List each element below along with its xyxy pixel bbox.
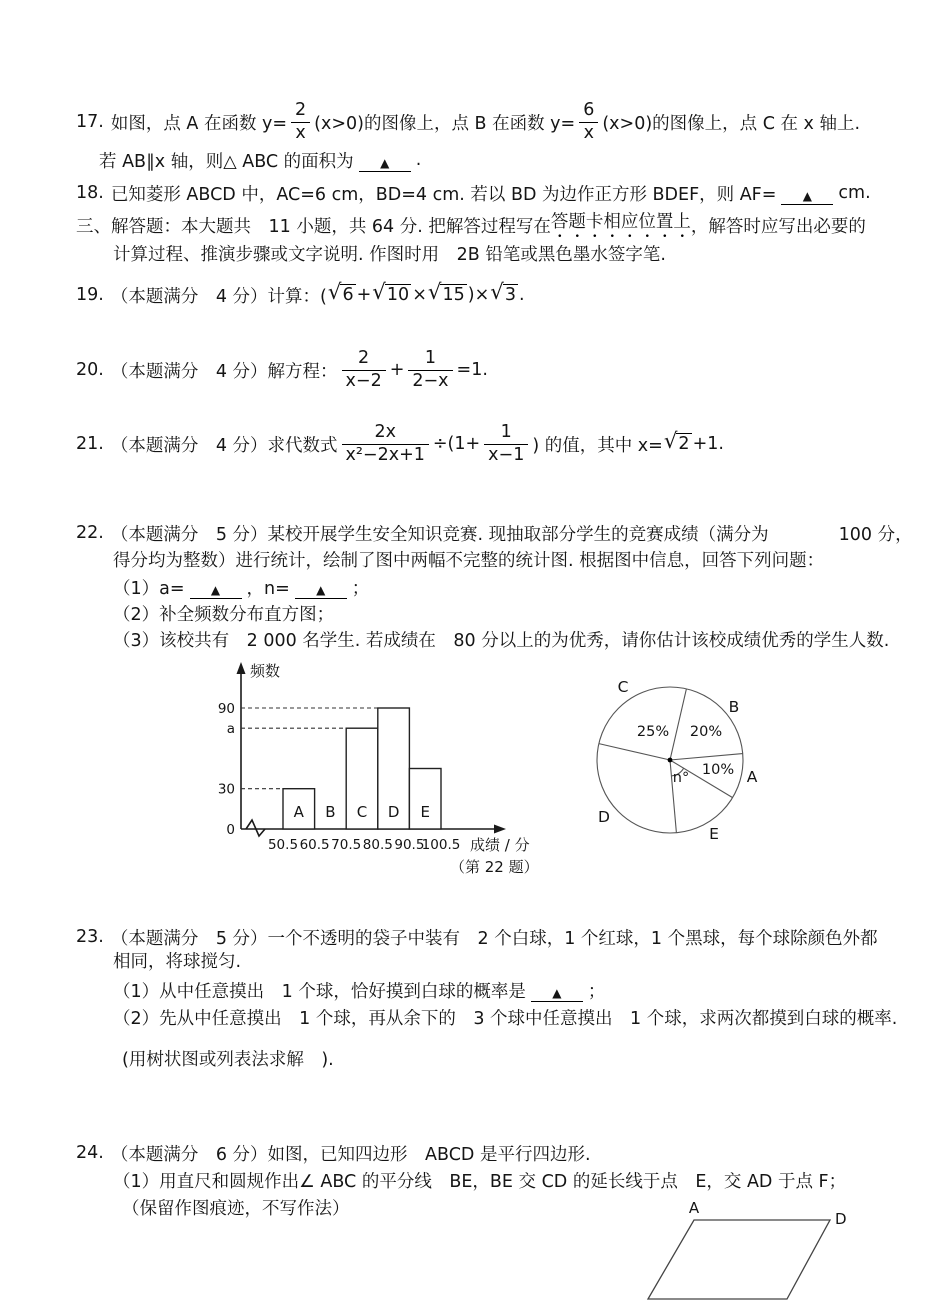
- x-axis-title: 成绩 / 分: [470, 836, 530, 854]
- plus-operator: +: [356, 285, 372, 305]
- numerator: 2: [342, 349, 386, 371]
- times-operator: ×: [412, 285, 427, 305]
- problem-22-part-3: [113, 627, 889, 651]
- fraction-2-over-x: [291, 101, 310, 143]
- pie-label-D: D: [598, 808, 610, 826]
- fraction-2x-over-quadratic: [342, 423, 429, 465]
- pie-label-C: C: [617, 678, 629, 696]
- x-tick-70-5: 70.5: [331, 837, 362, 853]
- parallelogram-outline: [648, 1220, 830, 1299]
- histogram-figure: [200, 660, 550, 885]
- radical-icon: √: [327, 279, 342, 305]
- problem-18-number: 18.: [76, 183, 104, 203]
- y-tick-30: 30: [217, 781, 235, 798]
- x-tick-60-5: 60.5: [299, 837, 330, 853]
- figure-caption: （第 22 题）: [450, 858, 539, 876]
- bar-label-D: D: [387, 803, 400, 821]
- problem-21-text-1: （本题满分 4 分）求代数式: [110, 435, 338, 456]
- pie-percent-B: 20%: [689, 724, 723, 740]
- problem-23-line-1: [76, 925, 878, 949]
- problem-17-number: 17.: [76, 112, 104, 132]
- radicand: 10: [386, 284, 410, 305]
- problem-17-text-1: 如图，点 A 在函数 y=: [110, 113, 288, 134]
- numerator: 2x: [342, 423, 429, 445]
- pie-center-dot: [668, 758, 673, 763]
- fraction-1-over-x-minus-1: [484, 423, 528, 465]
- vertex-label-A: A: [688, 1199, 700, 1217]
- problem-17-text-2: (x>0)的图像上，点 B 在函数 y=: [314, 113, 576, 134]
- problem-17-text-4: 若 AB∥x 轴，则△ ABC 的面积为: [99, 151, 354, 172]
- numerator: 6: [579, 101, 598, 123]
- section-3-header-line-2: [113, 241, 666, 265]
- problem-21-text-4: +1.: [692, 434, 724, 454]
- section-3-text-3: 计算过程、推演步骤或文字说明. 作图时用 2B 铅笔或黑色墨水签字笔.: [113, 244, 666, 265]
- pie-percent-C: 25%: [636, 724, 670, 740]
- problem-21-text-2: ÷(1+: [432, 434, 481, 454]
- fraction-2-over-x-minus-2: [342, 349, 386, 391]
- problem-19-text-1: （本题满分 4 分）计算：(: [110, 286, 327, 307]
- parallelogram-figure: [628, 1193, 858, 1301]
- radicand: 15: [442, 284, 465, 305]
- problem-19-text-3: .: [519, 285, 525, 305]
- fraction-1-over-2-minus-x: [408, 349, 452, 391]
- problem-18-text-2: cm.: [838, 183, 871, 203]
- answer-blank: ▲: [781, 190, 833, 205]
- pie-label-B: B: [728, 698, 740, 716]
- problem-23-part-1: [113, 978, 605, 1002]
- problem-17-line-2: [99, 148, 421, 172]
- problem-24-note: [122, 1195, 350, 1219]
- problem-22-part-2: [113, 601, 334, 625]
- problem-23-part-2: [113, 1005, 897, 1029]
- part-1-text-c: ；: [351, 578, 370, 599]
- problem-24-text-1: （本题满分 6 分）如图，已知四边形 ABCD 是平行四边形.: [110, 1144, 591, 1165]
- problem-23-text-1: （本题满分 5 分）一个不透明的袋子中装有 2 个白球，1 个红球，1 个黑球，每个球除颜色外都: [110, 928, 878, 949]
- problem-17-line-1: [76, 99, 860, 145]
- problem-23-number: 23.: [76, 927, 104, 947]
- denominator: x−1: [488, 444, 525, 465]
- bar-label-C: C: [356, 803, 368, 821]
- answer-blank: ▲: [531, 987, 583, 1002]
- y-axis-arrow-icon: [237, 662, 246, 674]
- problem-19-text-2: )×: [467, 285, 490, 305]
- problem-17-text-5: .: [415, 150, 422, 170]
- denominator: x−2: [345, 370, 382, 391]
- sqrt-3: [490, 279, 518, 307]
- radical-icon: √: [372, 279, 386, 305]
- problem-23-note: [122, 1046, 334, 1070]
- problem-20-line: [76, 346, 488, 394]
- pie-label-E: E: [709, 825, 719, 843]
- radical-icon: √: [427, 279, 442, 305]
- radical-icon: √: [490, 279, 504, 305]
- radicand: 3: [504, 284, 516, 305]
- part-2-text: （2）先从中任意摸出 1 个球，再从余下的 3 个球中任意摸出 1 个球，求两次都摸到白球的概率.: [113, 1008, 898, 1029]
- y-tick-0: 0: [226, 822, 235, 838]
- sqrt-15: [427, 279, 467, 307]
- problem-18-text-1: 已知菱形 ABCD 中，AC=6 cm，BD=4 cm. 若以 BD 为边作正方形 BDEF，则 AF=: [110, 184, 777, 205]
- problem-22-text-2: 得分均为整数）进行统计，绘制了图中两幅不完整的统计图. 根据图中信息，回答下列问题：: [113, 550, 825, 571]
- problem-21-text-3: ) 的值，其中 x=: [532, 435, 663, 456]
- answer-blank-n: ▲: [295, 584, 347, 599]
- pie-boundary-0: [670, 754, 743, 760]
- denominator: 2−x: [412, 370, 449, 391]
- problem-20-number: 20.: [76, 360, 104, 380]
- x-tick-90-5: 90.5: [394, 837, 425, 853]
- section-3-emphasized-text: 答题卡相应位置上: [550, 212, 691, 232]
- problem-22-number: 22.: [76, 523, 104, 543]
- note-text: （保留作图痕迹，不写作法）: [122, 1198, 350, 1219]
- pie-chart-figure: [560, 665, 820, 880]
- radicand: 2: [678, 433, 690, 454]
- denominator: x²−2x+1: [345, 444, 425, 465]
- x-tick-50-5: 50.5: [267, 837, 299, 853]
- problem-20-text-1: （本题满分 4 分）解方程：: [110, 361, 338, 382]
- vertex-label-D: D: [835, 1210, 847, 1228]
- problem-22-line-2: [113, 547, 824, 571]
- problem-19-line: [76, 281, 525, 309]
- x-tick-80-5: 80.5: [362, 837, 393, 853]
- part-1-text: （1）从中任意摸出 1 个球，恰好摸到白球的概率是: [113, 981, 526, 1002]
- radical-icon: √: [663, 428, 678, 454]
- problem-19-number: 19.: [76, 285, 104, 305]
- pie-percent-A: 10%: [701, 762, 735, 778]
- problem-22-text-1: （本题满分 5 分）某校开展学生安全知识竞赛. 现抽取部分学生的竞赛成绩（满分为 100 分，: [110, 524, 913, 545]
- fraction-6-over-x: [579, 101, 598, 143]
- part-3-text: （3）该校共有 2 000 名学生. 若成绩在 80 分以上的为优秀，请你估计该校成绩优秀的学生人数.: [113, 630, 890, 651]
- problem-18-line: [76, 181, 871, 205]
- numerator: 2: [291, 101, 310, 123]
- problem-23-text-2: 相同，将球搅匀.: [113, 951, 242, 972]
- problem-23-line-2: [113, 948, 241, 972]
- y-tick-90: 90: [217, 701, 235, 717]
- numerator: 1: [484, 423, 528, 445]
- problem-21-line: [76, 418, 724, 470]
- problem-22-line-1: [76, 521, 913, 545]
- numerator: 1: [408, 349, 452, 371]
- denominator: x: [583, 122, 594, 143]
- x-axis-arrow-icon: [494, 825, 506, 834]
- pie-label-A: A: [746, 768, 758, 786]
- problem-22-part-1: [113, 575, 369, 599]
- part-1-text-b: ，n=: [246, 578, 290, 599]
- part-2-text: （2）补全频数分布直方图；: [113, 604, 335, 625]
- sqrt-6: [327, 279, 356, 307]
- pie-boundary-4: [670, 689, 686, 760]
- axis-break-icon: [246, 820, 265, 836]
- part-1-text-a: （1）a=: [113, 578, 185, 599]
- problem-24-number: 24.: [76, 1143, 104, 1163]
- section-3-header-line-1: [76, 213, 866, 237]
- section-3-text-2: ，解答时应写出必要的: [690, 216, 866, 237]
- bar-label-E: E: [420, 803, 430, 821]
- part-1-text: （1）用直尺和圆规作出∠ ABC 的平分线 BE，BE 交 CD 的延长线于点 E，交 AD 于点 F；: [113, 1171, 847, 1192]
- note-text: (用树状图或列表法求解 ).: [122, 1049, 334, 1070]
- part-1-text-end: ；: [587, 981, 606, 1002]
- y-axis-title: 频数: [250, 662, 281, 680]
- problem-24-part-1: [113, 1168, 846, 1192]
- answer-blank: ▲: [359, 157, 411, 172]
- problem-24-line-1: [76, 1141, 591, 1165]
- sqrt-2: [663, 428, 692, 456]
- problem-17-text-3: (x>0)的图像上，点 C 在 x 轴上.: [602, 113, 861, 134]
- pie-boundary-3: [599, 744, 670, 760]
- radicand: 6: [342, 284, 354, 305]
- bar-label-B: B: [325, 803, 336, 821]
- sqrt-10: [372, 279, 411, 307]
- problem-21-number: 21.: [76, 434, 104, 454]
- denominator: x: [295, 122, 306, 143]
- x-tick-100-5: 100.5: [421, 837, 461, 853]
- bar-label-A: A: [293, 803, 304, 821]
- plus-operator: +: [389, 360, 405, 380]
- section-3-text-1: 三、解答题：本大题共 11 小题，共 64 分. 把解答过程写在: [76, 216, 551, 237]
- problem-20-text-2: =1.: [456, 360, 488, 380]
- y-tick-a: a: [226, 721, 235, 737]
- pie-angle-n: n°: [672, 770, 690, 786]
- answer-blank-a: ▲: [190, 584, 242, 599]
